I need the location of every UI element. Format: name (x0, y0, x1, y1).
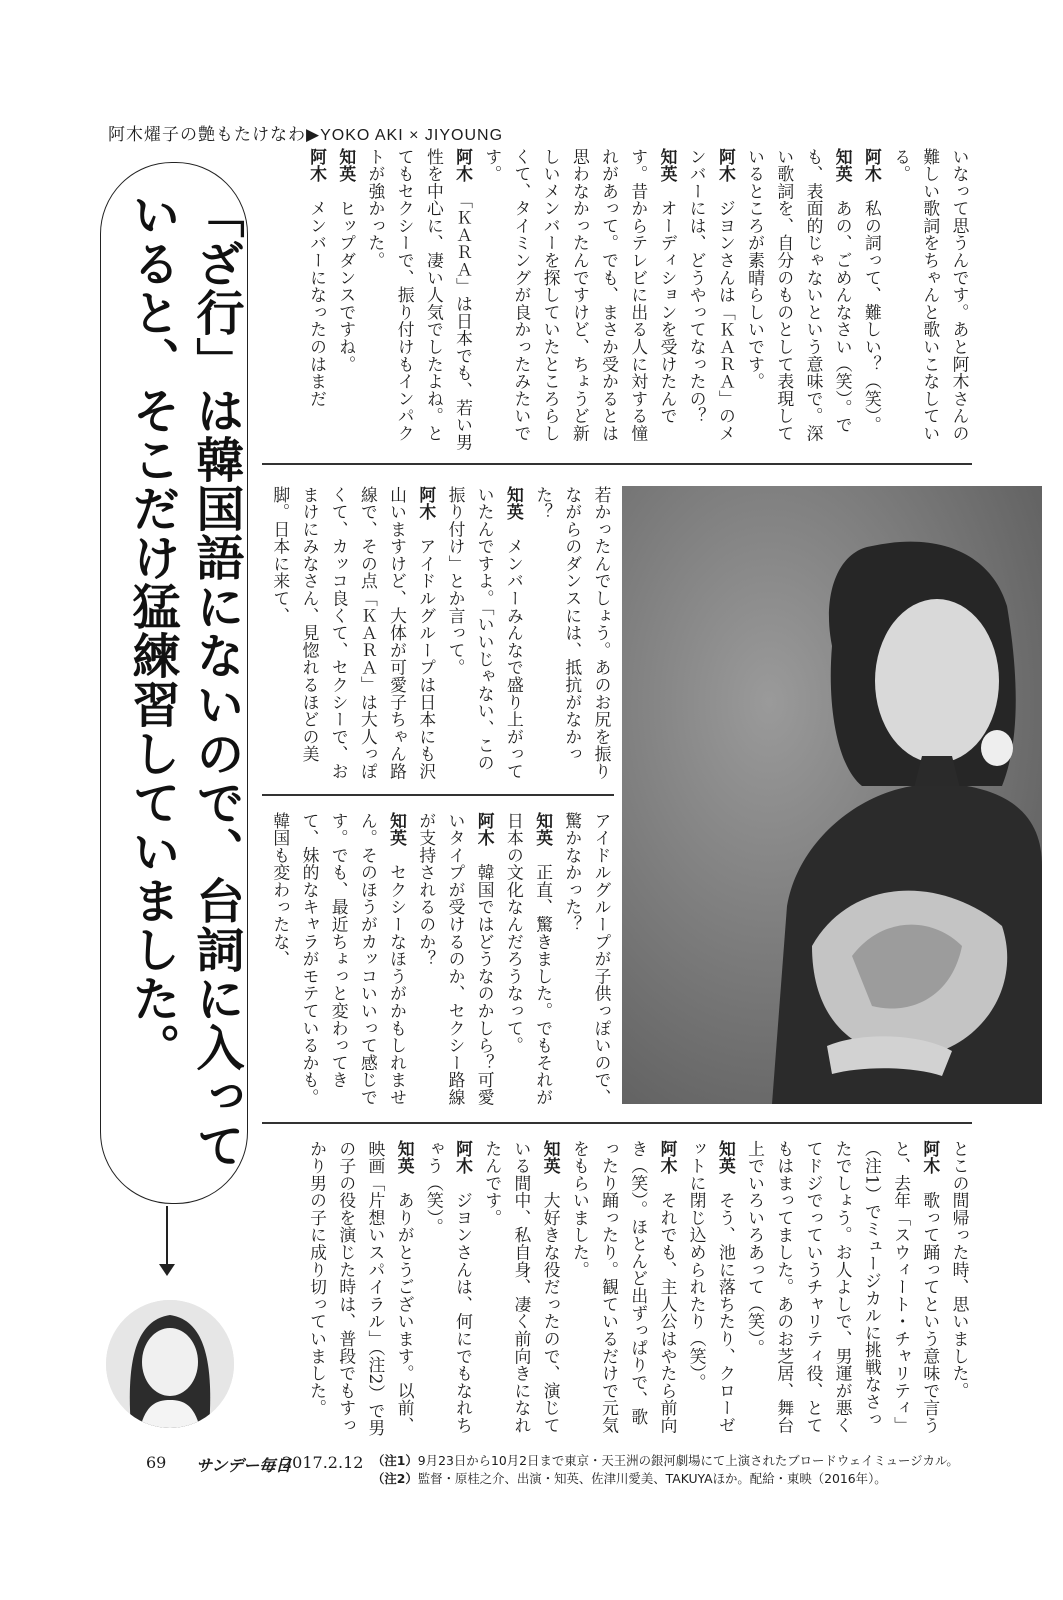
speaker-label: 知英 (504, 486, 525, 521)
footnote-1 (372, 1452, 959, 1470)
dialogue-paragraph (740, 148, 857, 458)
dialogue-text: 歌って踊ってという意味で言うと、去年「スウィート・チャリティ」（注1）でミュージカルに挑戦なさったでしょう。お人よしで、男運が悪くてドジでっていうチャリティ役、とてもはまってました。あのお芝居、舞台上でいろいろあって（笑）。 (745, 1140, 941, 1434)
speaker-label: 阿木 (453, 1140, 474, 1175)
dialogue-text: ジヨンさんは「ＫＡＲＡ」のメンバーには、どうやってなったの？ (687, 148, 737, 442)
dialogue-paragraph (412, 812, 500, 1112)
speaker-label: 阿木 (475, 812, 496, 847)
dialogue-paragraph (419, 1140, 477, 1440)
speaker-label: 阿木 (920, 1140, 941, 1175)
column-divider-3 (262, 1122, 972, 1124)
footnote-2 (372, 1470, 959, 1488)
header-marker: ▶ (306, 125, 321, 145)
speaker-label: 阿木 (307, 148, 328, 183)
speaker-label: 知英 (387, 812, 408, 847)
dialogue-paragraph (441, 486, 529, 786)
footnote-label: （注1） (372, 1453, 418, 1468)
page-number: 69 (146, 1453, 167, 1472)
arrow-down-icon (166, 1206, 168, 1266)
dialogue-paragraph (266, 812, 412, 1112)
speaker-label: 知英 (395, 1140, 416, 1175)
footnote-text: 9月23日から10月2日まで東京・天王洲の銀河劇場にて上演されたブロードウェイミュージカル。 (417, 1453, 959, 1468)
portrait-photo-jiyoung (106, 1300, 234, 1428)
dialogue-paragraph (886, 148, 974, 458)
dialogue-text: ジヨンさんは、何にでもなれちゃう（笑）。 (424, 1140, 474, 1434)
header-names: YOKO AKI × JIYOUNG (320, 127, 504, 144)
dialogue-text: いなって思うんです。あと阿木さんの難しい歌詞をちゃんと歌いこなしている。 (891, 148, 970, 442)
dialogue-paragraph (361, 148, 478, 458)
footnote-label: （注2） (372, 1471, 418, 1486)
pull-quote (108, 190, 248, 1180)
dialogue-text: あの、ごめんなさい（笑）。でも、表面的じゃないという意味で。深い歌詞を、自分のものとして表現しているところが素晴らしいです。 (745, 148, 854, 442)
article-column-1 (256, 148, 974, 458)
dialogue-paragraph (528, 486, 616, 786)
header-series-title: 阿木燿子の艶もたけなわ (108, 125, 306, 145)
footnote-text: 監督・原桂之介、出演・知英、佐津川愛美、TAKUYAほか。配給・東映（2016年）。 (417, 1471, 887, 1486)
speaker-label: 知英 (833, 148, 854, 183)
article-column-3 (256, 812, 616, 1112)
dialogue-text: ありがとうございます。以前、映画「片想いスパイラル」（注2）で男の子の役を演じた時は、普段でもすっかり男の子に成り切っていました。 (307, 1140, 416, 1437)
pull-quote-line-1: 「ざ行」は韓国語にないので、台詞に入って (188, 190, 244, 1170)
dialogue-paragraph (857, 148, 886, 458)
speaker-label: 阿木 (453, 148, 474, 183)
portrait-photo-yoko-aki (622, 486, 1042, 1104)
dialogue-text: ヒップダンスですね。 (336, 199, 357, 373)
article-column-4 (256, 1140, 974, 1440)
dialogue-paragraph (565, 1140, 682, 1440)
dialogue-paragraph (302, 1140, 419, 1440)
dialogue-text: それでも、主人公はやたら前向き（笑）。ほとんど出ずっぱりで、歌ったり踊ったり。観ているだけで元気をもらいました。 (570, 1140, 678, 1434)
dialogue-text: 韓国ではどうなのかしら？可愛いタイプが受けるのか、セクシー路線が支持されるのか？ (416, 812, 496, 1106)
dialogue-text: アイドルグループは日本にも沢山いますけど、大体が可愛子ちゃん路線で、その点「ＫＡＲＡ」は大人っぽくて、カッコ良くて、セクシーで、おまけにみなさん、見惚れるほどの美脚。日本に来て、 (270, 486, 437, 780)
speaker-label: 阿木 (416, 486, 437, 521)
dialogue-paragraph (945, 1140, 974, 1440)
article-column-2 (256, 486, 616, 786)
dialogue-paragraph (740, 1140, 944, 1440)
dialogue-paragraph (499, 812, 557, 1112)
dialogue-text: 大好きな役だったので、演じている間中、私自身、凄く前向きになれたんです。 (482, 1140, 562, 1434)
dialogue-text: 正直、驚きました。でもそれが日本の文化なんだろうなって。 (504, 812, 554, 1106)
speaker-label: 知英 (541, 1140, 562, 1175)
dialogue-text: 私の詞って、難しい？（笑）。 (862, 199, 883, 434)
dialogue-paragraph (558, 812, 616, 1112)
column-divider-2 (262, 794, 614, 796)
dialogue-paragraph (682, 1140, 740, 1440)
dialogue-paragraph (478, 148, 682, 458)
dialogue-text: とこの間帰った時、思いました。 (950, 1140, 970, 1400)
dialogue-text: そう、池に落ちたり、クローゼットに閉じ込められたり（笑）。 (687, 1140, 737, 1434)
dialogue-text: 若かったんでしょう。あのお尻を振りながらのダンスには、抵抗がなかった？ (533, 486, 612, 780)
dialogue-paragraph (332, 148, 361, 458)
footnotes (372, 1452, 959, 1488)
dialogue-text: アイドルグループが子供っぽいので、驚かなかった？ (562, 812, 612, 1106)
dialogue-paragraph (478, 1140, 566, 1440)
dialogue-paragraph (302, 148, 331, 458)
dialogue-text: メンバーみんなで盛り上がっていたんですよ。「いいじゃない、この振り付け」とか言って。 (445, 486, 525, 780)
speaker-label: 阿木 (657, 1140, 678, 1175)
dialogue-text: 「ＫＡＲＡ」は日本でも、若い男性を中心に、凄い人気でしたよね。とてもセクシーで、振り付けもインパクトが強かった。 (365, 148, 474, 451)
speaker-label: 阿木 (862, 148, 883, 183)
column-divider-1 (262, 463, 972, 465)
dialogue-text: オーディションを受けたんです。昔からテレビに出る人に対する憧れがあって。でも、まさか受かるとは思わなかったんですけど、ちょうど新しいメンバーを探していたところらしくて、タイミングが良かったみたいです。 (482, 148, 678, 442)
speaker-label: 阿木 (716, 148, 737, 183)
running-header (108, 120, 503, 145)
arrow-head-icon (159, 1264, 175, 1276)
pull-quote-line-2: いると、そこだけ猛練習していました。 (124, 190, 180, 1072)
magazine-name: サンデー毎日 (196, 1456, 292, 1475)
dialogue-text: メンバーになったのはまだ (307, 199, 328, 408)
speaker-label: 知英 (716, 1140, 737, 1175)
speaker-label: 知英 (657, 148, 678, 183)
dialogue-text: セクシーなほうがかもしれません。そのほうがカッコいいって感じです。でも、最近ちょっと変わってきて、妹的なキャラがモテているかも。韓国も変わったな、 (270, 812, 408, 1106)
speaker-label: 知英 (533, 812, 554, 847)
dialogue-paragraph (682, 148, 740, 458)
speaker-label: 知英 (336, 148, 357, 183)
issue-date: 2017.2.12 (282, 1453, 364, 1472)
dialogue-paragraph (266, 486, 441, 786)
